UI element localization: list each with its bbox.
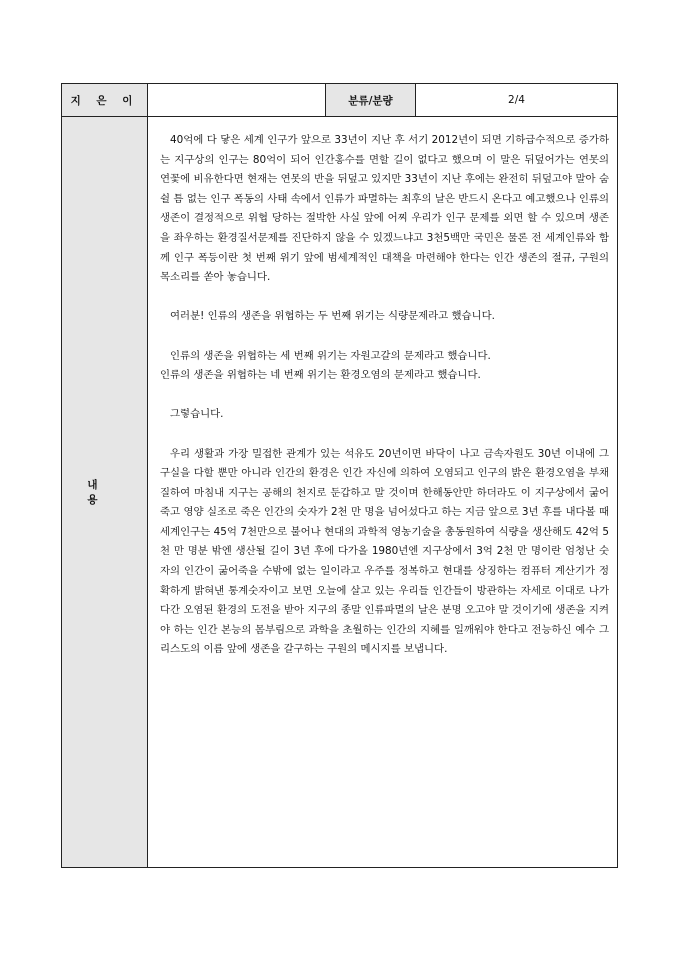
content-row	[62, 117, 618, 868]
paragraph-5: 그렇습니다.	[170, 408, 224, 421]
paragraph-1: 40억에 다 닿은 세계 인구가 앞으로 33년이 지난 후 서기 2012년이 되면 기하급수적으로 증가하는 지구상의 인구는 80억이 되어 인간홍수를 면할 길이 없다고 했으며 이 말은 뒤덮어가는 연못의 연꽃에 비유한다면 현재는 연못의 반을 뒤덮고 있지만 33년이 지난 후에는 완전히 뒤덮고야 말아 숨쉴 틈 없는 인구 폭동의 사태 속에서 인류가 파멸하는 최후의 날은 반드시 온다고 예고했으나 인류의 생존이 결정적으로 위협 당하는 절박한 사실 앞에 어찌 우리가 인구 문제를 외면 할 수 있으며 생존을 좌우하는 환경질서문제를 진단하지 않을 수 있겠느냐고 3천5백만 국민은 물론 전 세계인류와 함께 인구 폭등이란 첫 번째 위기 앞에 범세계적인 대책을 마련해야 한다는 인간 생존의 절규, 구원의 목소리를 쏟아 놓습니다.	[160, 134, 609, 284]
content-label: 내 용	[62, 117, 148, 868]
header-row	[62, 84, 618, 117]
body-text	[148, 117, 617, 670]
author-value	[148, 84, 326, 117]
category-label: 분류/분량	[326, 84, 416, 117]
document-table	[61, 83, 618, 868]
paragraph-2: 여러분! 인류의 생존을 위협하는 두 번째 위기는 식량문제라고 했습니다.	[170, 310, 495, 323]
content-cell	[148, 117, 618, 868]
document-sheet	[61, 83, 617, 867]
paragraph-4: 인류의 생존을 위협하는 네 번째 위기는 환경오염의 문제라고 했습니다.	[160, 369, 481, 382]
category-value: 2/4	[416, 84, 618, 117]
author-label: 지 은 이	[62, 84, 148, 117]
paragraph-6: 우리 생활과 가장 밀접한 관계가 있는 석유도 20년이면 바닥이 나고 금속자원도 30년 이내에 그 구실을 다할 뿐만 아니라 인간의 환경은 인간 자신에 의하여 오염되고 인구의 밝은 환경오염을 부채질하여 마침내 지구는 공해의 천지로 둔갑하고 말 것이며 한해동안만 하더라도 이 지구상에서 굶어죽고 영양 실조로 죽은 인간의 숫자가 2천 만 명을 넘어섰다고 하는 지금 앞으로 3년 후를 내다볼 때 세계인구는 45억 7천만으로 불어나 현대의 과학적 영농기술을 총동원하여 식량을 생산해도 42억 5천 만 명분 밖엔 생산될 길이 3년 후에 다가올 1980년엔 지구상에서 3억 2천 만 명이란 엄청난 숫자의 인간이 굶어죽을 수밖에 없는 일이라고 우주를 정복하고 현대를 상징하는 컴퓨터 계산기가 정확하게 밝혀낸 통계숫자이고 보면 오늘에 살고 있는 우리들 인간들이 방관하는 자세로 이대로 나가다간 오염된 환경의 도전을 받아 지구의 종말 인류파멸의 날은 분명 오고야 말 것이기에 생존을 지켜야 하는 인간 본능의 몸부림으로 과학을 초월하는 인간의 지혜를 일깨워야 한다고 전능하신 예수 그리스도의 이름 앞에 생존을 갈구하는 구원의 메시지를 보냅니다.	[160, 447, 609, 656]
paragraph-3: 인류의 생존을 위협하는 세 번째 위기는 자원고갈의 문제라고 했습니다.	[170, 349, 491, 362]
